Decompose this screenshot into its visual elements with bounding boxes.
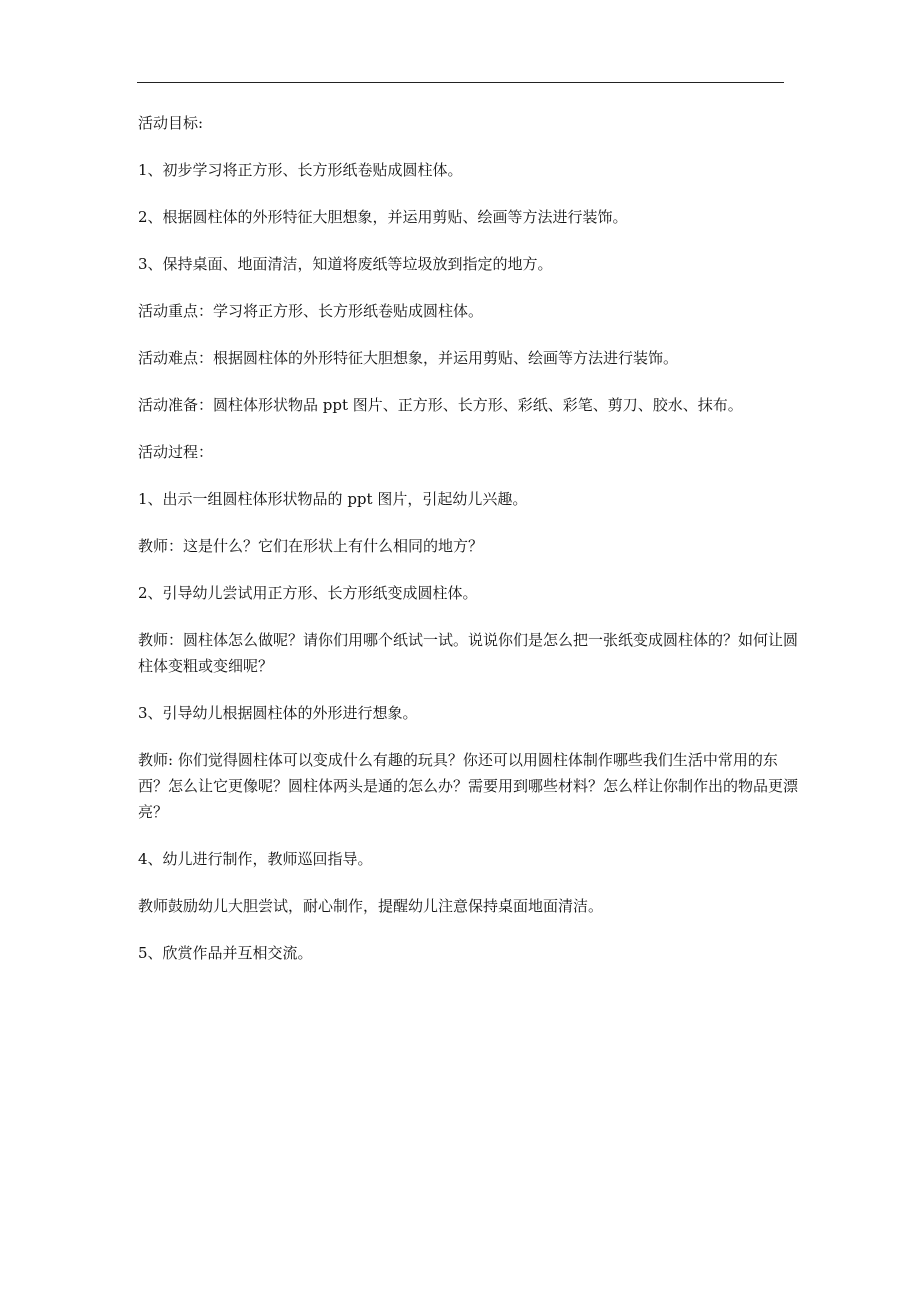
document-body — [138, 110, 798, 966]
process-heading: 活动过程： — [138, 443, 214, 461]
teacher-line-1: 教师：这是什么？它们在形状上有什么相同的地方？ — [138, 537, 484, 555]
objectives-heading: 活动目标: — [138, 114, 204, 132]
step-5: 5、欣赏作品并互相交流。 — [138, 944, 313, 962]
teacher-line-3: 教师: 你们觉得圆柱体可以变成什么有趣的玩具？你还可以用圆柱体制作哪些我们生活中常用的东西？怎么让它更像呢？圆柱体两头是通的怎么办？需要用到哪些材料？怎么样让你制作出的物品更漂亮？ — [138, 751, 799, 821]
preparation: 活动准备：圆柱体形状物品 ppt 图片、正方形、长方形、彩纸、彩笔、剪刀、胶水、抹布。 — [138, 396, 743, 414]
header-rule — [137, 82, 784, 83]
step-3: 3、引导幼儿根据圆柱体的外形进行想象。 — [138, 704, 418, 722]
step-4: 4、幼儿进行制作，教师巡回指导。 — [138, 850, 373, 868]
objective-3: 3、保持桌面、地面清洁，知道将废纸等垃圾放到指定的地方。 — [138, 255, 553, 273]
teacher-line-2: 教师：圆柱体怎么做呢？请你们用哪个纸试一试。说说你们是怎么把一张纸变成圆柱体的？如何让圆柱体变粗或变细呢？ — [138, 631, 799, 675]
objective-2: 2、根据圆柱体的外形特征大胆想象，并运用剪贴、绘画等方法进行装饰。 — [138, 208, 628, 226]
key-point: 活动重点：学习将正方形、长方形纸卷贴成圆柱体。 — [138, 302, 484, 320]
teacher-encouragement: 教师鼓励幼儿大胆尝试，耐心制作，提醒幼儿注意保持桌面地面清洁。 — [138, 897, 604, 915]
objective-1: 1、初步学习将正方形、长方形纸卷贴成圆柱体。 — [138, 161, 463, 179]
step-2: 2、引导幼儿尝试用正方形、长方形纸变成圆柱体。 — [138, 584, 478, 602]
step-1: 1、出示一组圆柱体形状物品的 ppt 图片，引起幼儿兴趣。 — [138, 490, 528, 508]
difficulty: 活动难点：根据圆柱体的外形特征大胆想象，并运用剪贴、绘画等方法进行装饰。 — [138, 349, 679, 367]
